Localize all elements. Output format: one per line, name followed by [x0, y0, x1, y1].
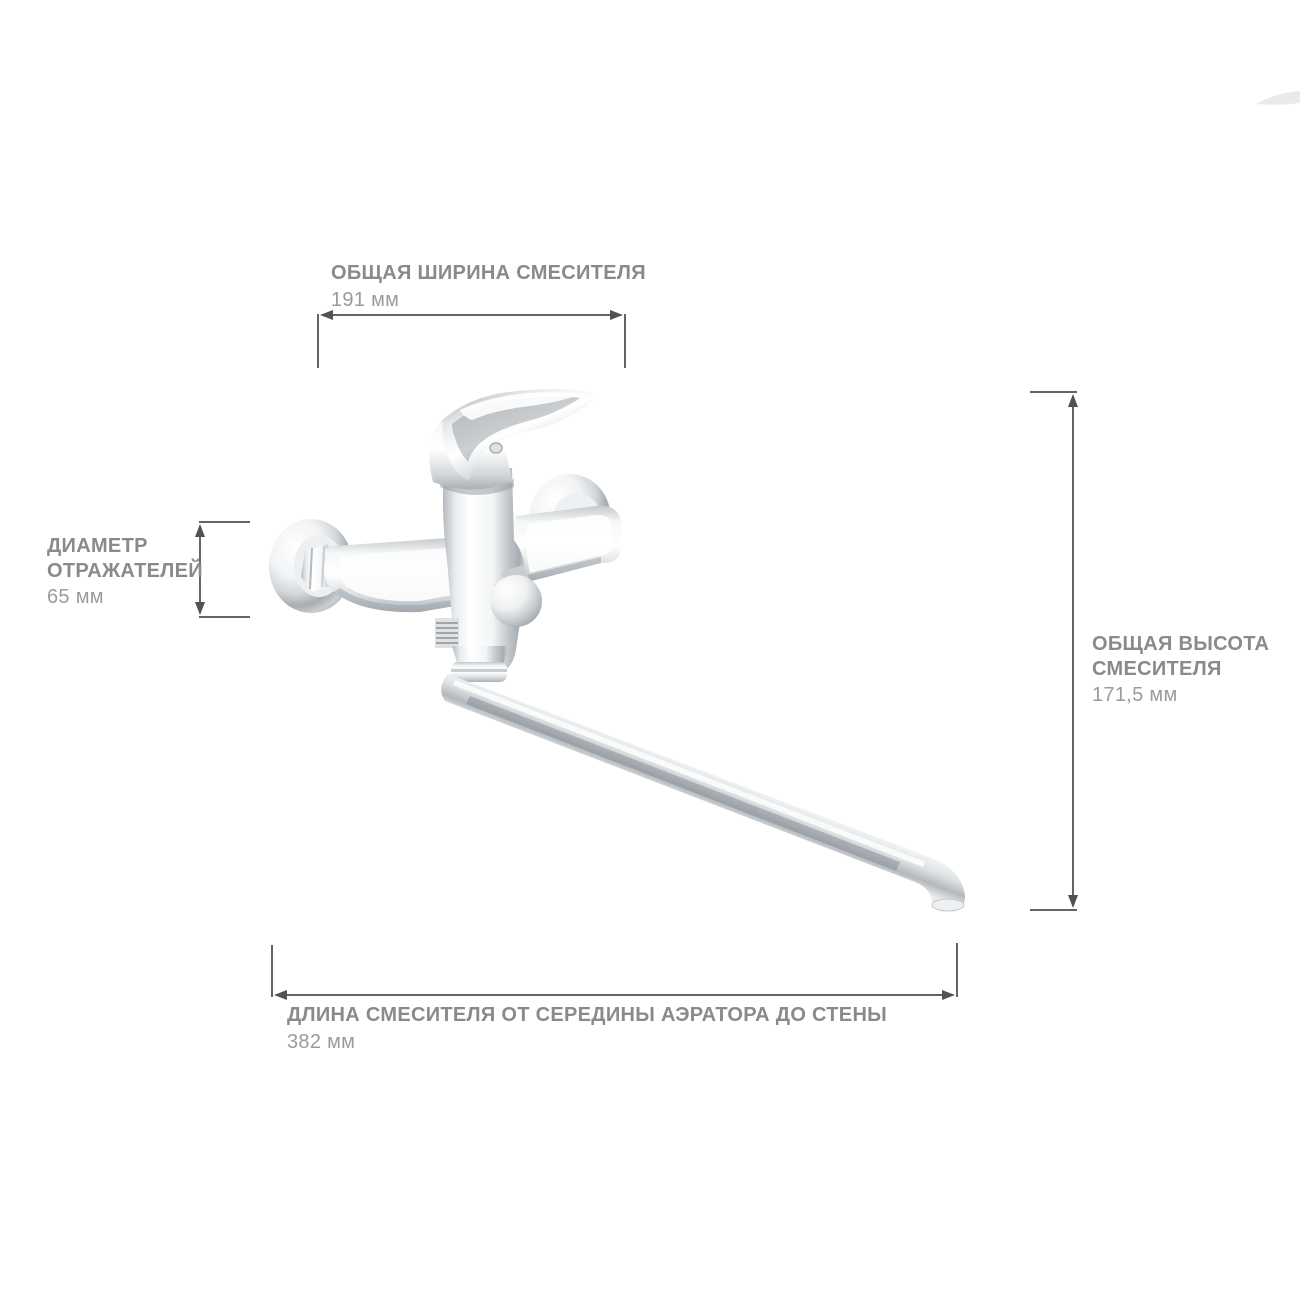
spout-length-label: ДЛИНА СМЕСИТЕЛЯ ОТ СЕРЕДИНЫ АЭРАТОРА ДО СТЕНЫ — [287, 1004, 888, 1026]
aerator — [932, 899, 964, 911]
reflector-diameter-label-line2: ОТРАЖАТЕЛЕЙ — [47, 560, 203, 582]
overall-width-value: 191 мм — [331, 289, 400, 311]
dimension-reflector-diameter — [199, 522, 250, 617]
reflector-diameter-value: 65 мм — [47, 586, 104, 608]
overall-height-value: 171,5 мм — [1092, 684, 1178, 706]
dimension-overall-height — [1030, 392, 1077, 910]
faucet — [269, 389, 965, 911]
dimension-spout-length — [272, 943, 957, 997]
spout-union-nut — [451, 646, 508, 682]
overall-height-label — [1092, 632, 1269, 682]
corner-artifact-shape — [1256, 91, 1300, 105]
dimension-overall-width — [318, 314, 625, 368]
shower-outlet-thread — [435, 618, 459, 648]
reflector-diameter-label — [47, 534, 203, 584]
spout-length-value: 382 мм — [287, 1031, 356, 1053]
right-arm — [511, 506, 622, 585]
overall-height-label-line2: СМЕСИТЕЛЯ — [1092, 658, 1222, 680]
overall-height-label-line1: ОБЩАЯ ВЫСОТА — [1092, 633, 1270, 655]
spout — [441, 674, 965, 911]
overall-width-label: ОБЩАЯ ШИРИНА СМЕСИТЕЛЯ — [331, 262, 646, 284]
handle-indicator-dot — [490, 443, 502, 453]
reflector-diameter-label-line1: ДИАМЕТР — [47, 535, 148, 557]
left-arm — [324, 538, 466, 612]
